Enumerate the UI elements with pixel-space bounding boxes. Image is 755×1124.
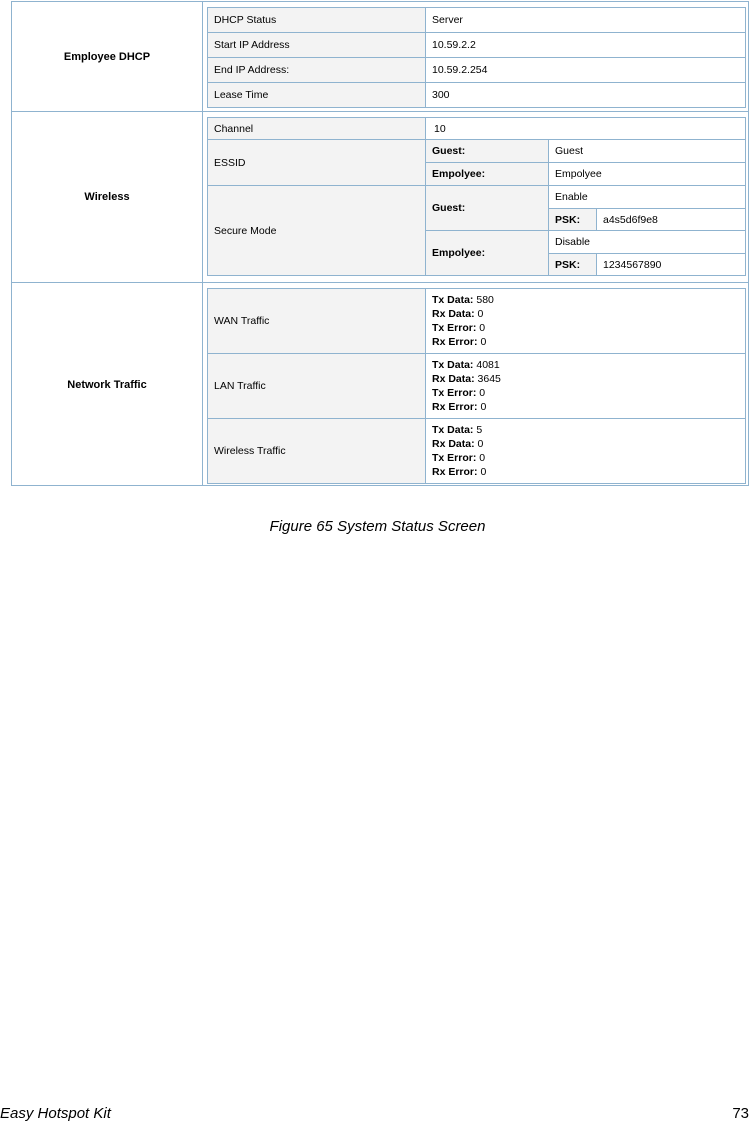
table-row — [208, 289, 746, 354]
sm-guest-psk-label: PSK: — [549, 209, 597, 231]
tx-data-label: Tx Data: — [432, 424, 474, 436]
section-label-employee-dhcp: Employee DHCP — [12, 2, 203, 111]
table-row — [208, 140, 746, 163]
wan-traffic-label: WAN Traffic — [208, 289, 426, 354]
tx-error-label: Tx Error: — [432, 452, 477, 464]
lease-time-label: Lease Time — [208, 83, 426, 108]
essid-guest-label: Guest: — [426, 140, 549, 163]
lan-traffic-label: LAN Traffic — [208, 354, 426, 419]
end-ip-label: End IP Address: — [208, 58, 426, 83]
rx-data-value: 0 — [477, 438, 484, 450]
essid-label: ESSID — [208, 140, 426, 186]
lan-traffic-stats — [426, 354, 746, 419]
sm-employee-psk-value: 1234567890 — [597, 254, 746, 276]
tx-data-value: 580 — [476, 294, 494, 306]
start-ip-label: Start IP Address — [208, 33, 426, 58]
section-employee-dhcp — [12, 2, 748, 112]
table-row — [208, 8, 746, 33]
sm-employee-mode: Disable — [549, 231, 746, 254]
start-ip-value: 10.59.2.2 — [426, 33, 746, 58]
tx-error-label: Tx Error: — [432, 322, 477, 334]
sm-guest-mode: Enable — [549, 186, 746, 209]
wireless-traffic-label: Wireless Traffic — [208, 419, 426, 484]
wan-traffic-stats — [426, 289, 746, 354]
dhcp-status-value: Server — [426, 8, 746, 33]
table-row — [208, 58, 746, 83]
dhcp-status-label: DHCP Status — [208, 8, 426, 33]
sm-employee-label: Empolyee: — [426, 231, 549, 276]
tx-error-label: Tx Error: — [432, 387, 477, 399]
sm-employee-psk-label: PSK: — [549, 254, 597, 276]
end-ip-value: 10.59.2.254 — [426, 58, 746, 83]
tx-data-label: Tx Data: — [432, 294, 474, 306]
section-wireless — [12, 112, 748, 283]
status-table — [11, 1, 749, 486]
secure-mode-label: Secure Mode — [208, 186, 426, 276]
table-row — [208, 33, 746, 58]
rx-error-label: Rx Error: — [432, 401, 478, 413]
page-number: 73 — [732, 1105, 749, 1122]
rx-error-value: 0 — [480, 336, 487, 348]
tx-data-value: 4081 — [476, 359, 500, 371]
sm-guest-label: Guest: — [426, 186, 549, 231]
figure-caption: Figure 65 System Status Screen — [269, 518, 486, 535]
tx-error-value: 0 — [479, 322, 486, 334]
rx-error-value: 0 — [480, 466, 487, 478]
rx-error-label: Rx Error: — [432, 336, 478, 348]
rx-data-label: Rx Data: — [432, 308, 475, 320]
table-row — [208, 118, 746, 140]
rx-data-value: 0 — [477, 308, 484, 320]
channel-label: Channel — [208, 118, 426, 140]
dhcp-table — [207, 7, 746, 108]
channel-value: 10 — [426, 118, 746, 140]
table-row — [208, 186, 746, 209]
table-row — [208, 419, 746, 484]
tx-error-value: 0 — [479, 387, 486, 399]
rx-data-label: Rx Data: — [432, 373, 475, 385]
essid-employee-label: Empolyee: — [426, 163, 549, 186]
rx-error-label: Rx Error: — [432, 466, 478, 478]
wireless-traffic-stats — [426, 419, 746, 484]
traffic-table — [207, 288, 746, 484]
sm-guest-psk-value: a4s5d6f9e8 — [597, 209, 746, 231]
essid-employee-value: Empolyee — [549, 163, 746, 186]
table-row — [208, 354, 746, 419]
footer-title: Easy Hotspot Kit — [0, 1105, 111, 1122]
section-network-traffic — [12, 283, 748, 486]
rx-data-label: Rx Data: — [432, 438, 475, 450]
section-label-network-traffic: Network Traffic — [12, 283, 203, 486]
tx-data-value: 5 — [476, 424, 483, 436]
tx-error-value: 0 — [479, 452, 486, 464]
lease-time-value: 300 — [426, 83, 746, 108]
rx-error-value: 0 — [480, 401, 487, 413]
tx-data-label: Tx Data: — [432, 359, 474, 371]
rx-data-value: 3645 — [477, 373, 501, 385]
wireless-table — [207, 117, 746, 276]
essid-guest-value: Guest — [549, 140, 746, 163]
table-row — [208, 83, 746, 108]
section-label-wireless: Wireless — [12, 112, 203, 282]
